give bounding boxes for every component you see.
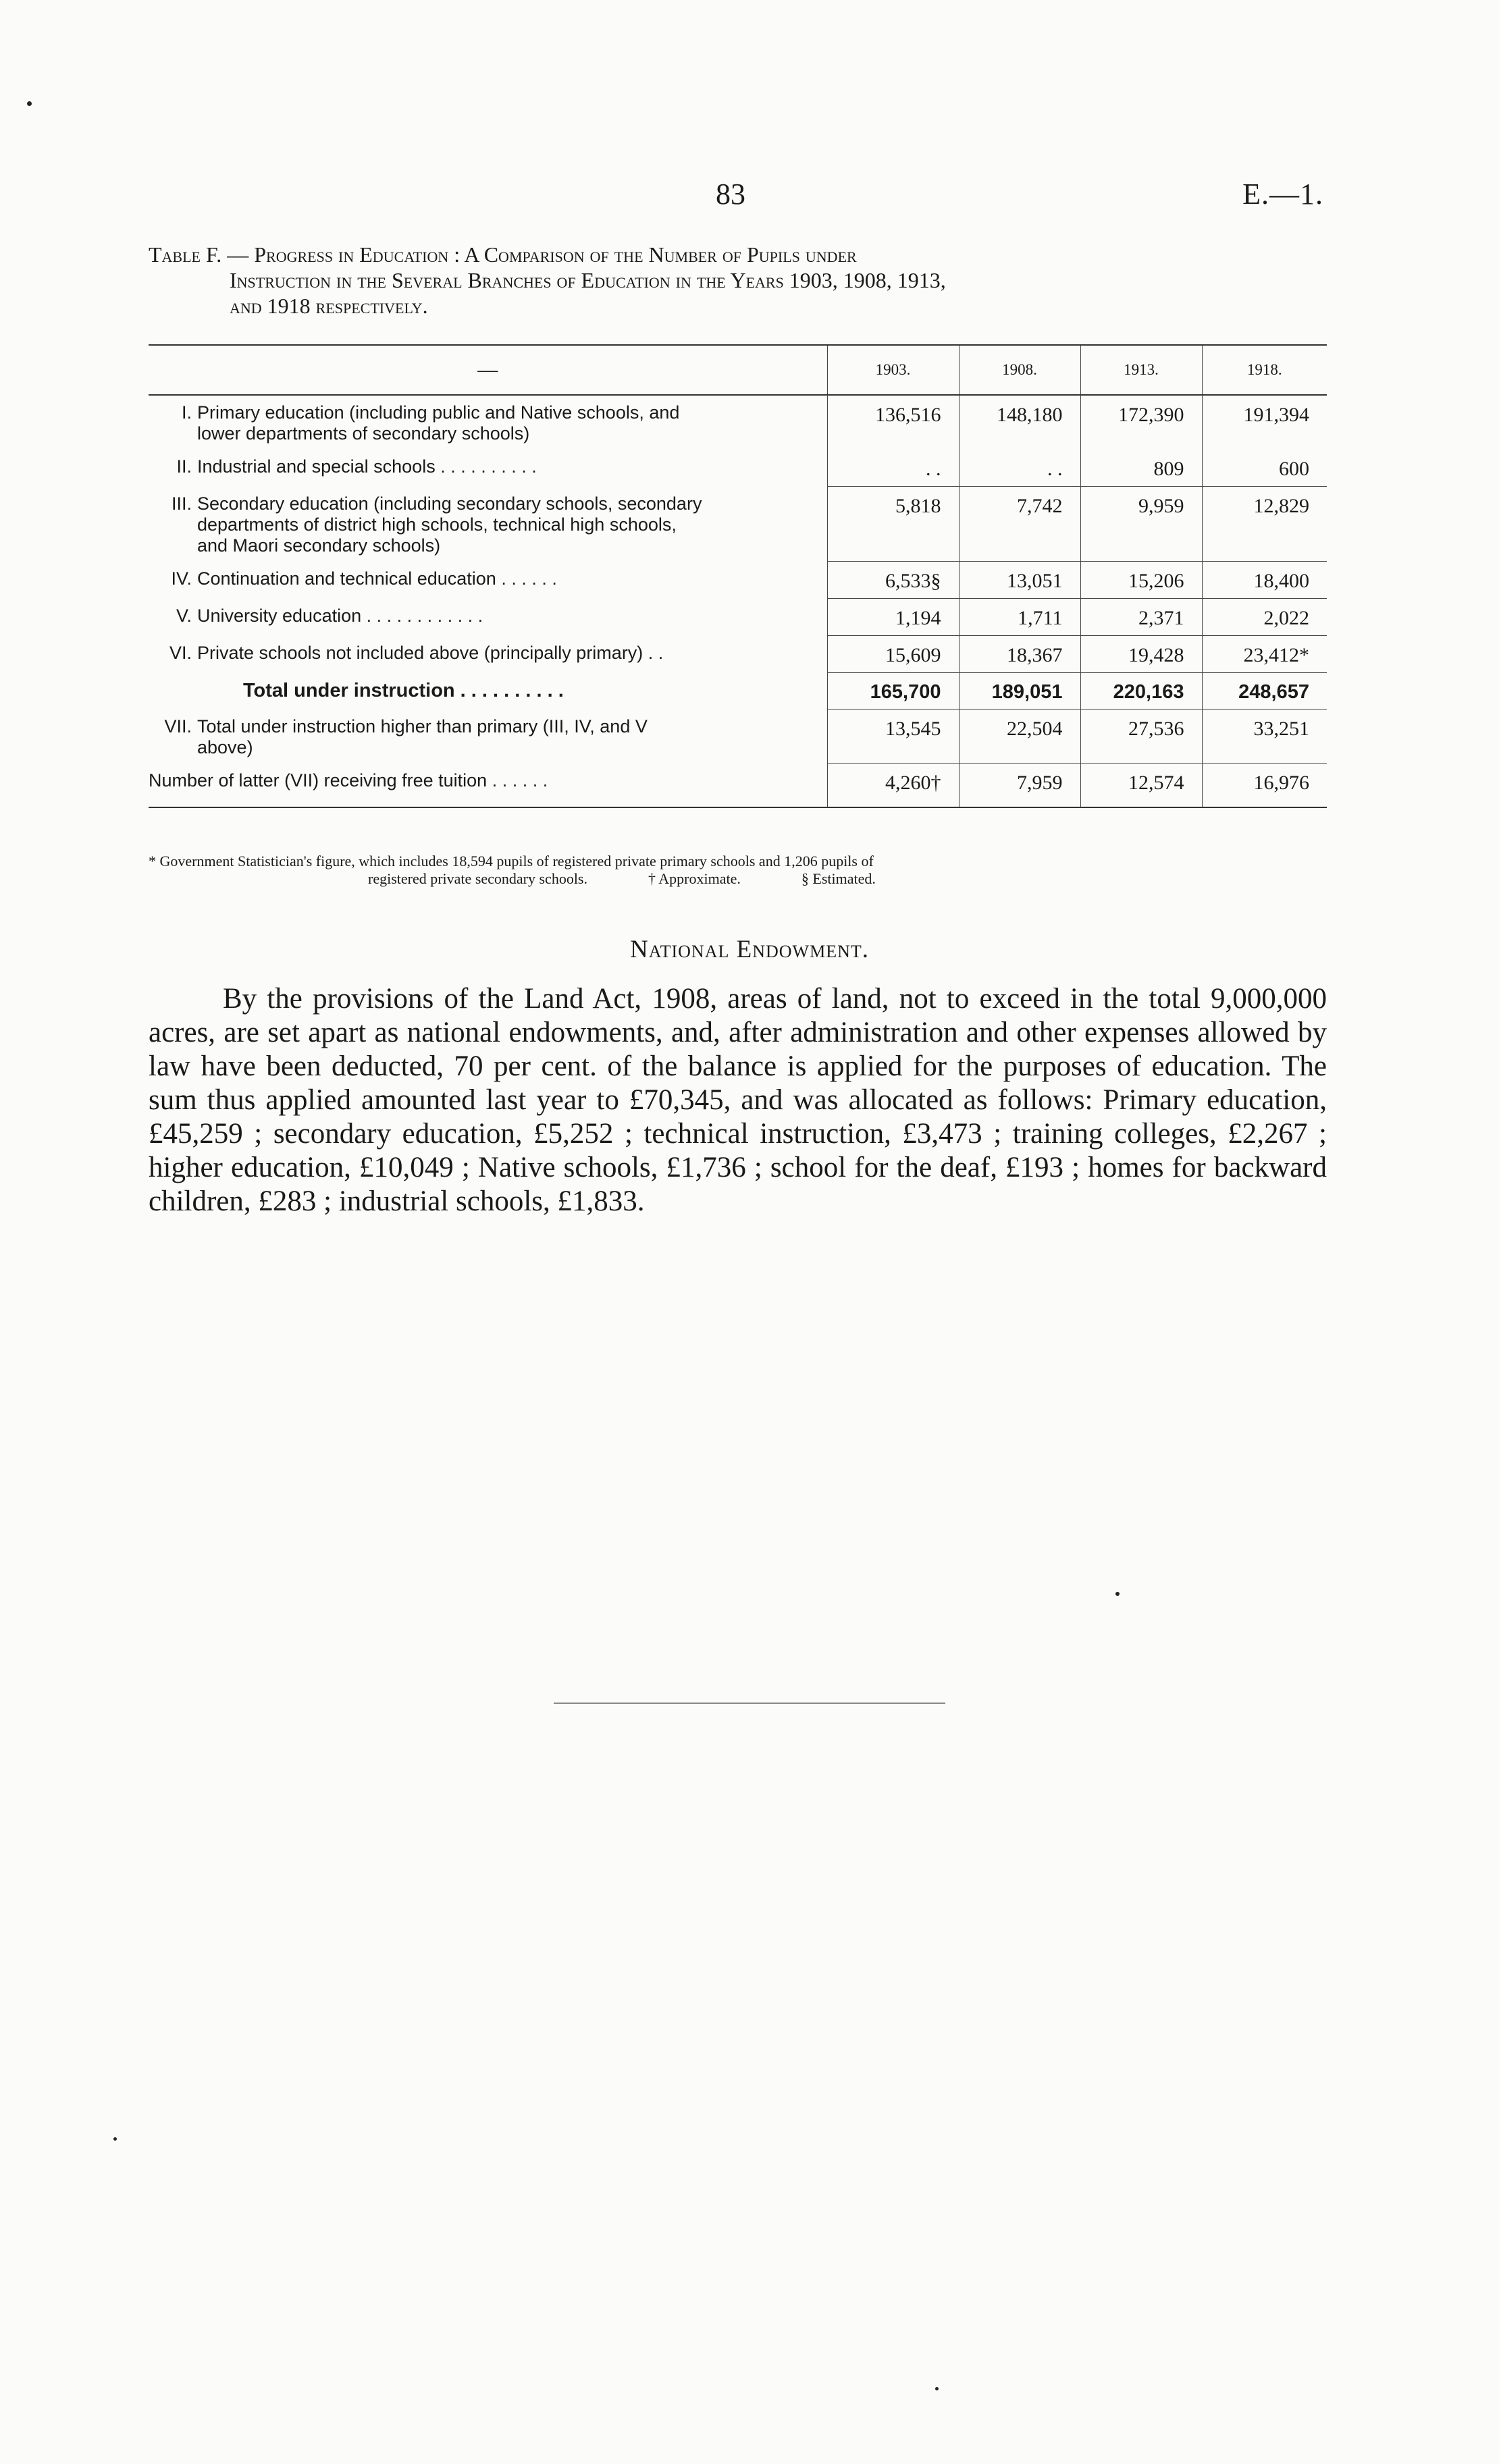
scan-speck bbox=[27, 101, 32, 106]
cell-1903: 136,516 bbox=[827, 395, 959, 450]
row-label-line-2: lower departments of secondary schools) bbox=[197, 423, 530, 444]
cell-1918: 2,022 bbox=[1202, 599, 1327, 636]
row-label-line-1: Private schools not included above (principally primary) . . bbox=[197, 642, 664, 663]
table-row bbox=[149, 395, 1327, 450]
cell-1908: 18,367 bbox=[959, 636, 1080, 673]
table-row bbox=[149, 562, 1327, 599]
row-numeral: IV. bbox=[171, 568, 192, 589]
education-progress-table bbox=[149, 344, 1327, 808]
cell-1918: 18,400 bbox=[1202, 562, 1327, 599]
column-header-1908: 1908. bbox=[959, 345, 1080, 395]
row-label-line-1: Primary education (including public and Native schools, and bbox=[197, 402, 680, 423]
row-numeral: V. bbox=[176, 605, 192, 626]
footnote-private-secondary: registered private secondary schools. bbox=[368, 870, 587, 887]
row-label bbox=[149, 709, 827, 764]
cell-1908: . . bbox=[959, 450, 1080, 487]
row-numeral: II. bbox=[176, 456, 192, 477]
row-label bbox=[149, 395, 827, 450]
total-row bbox=[149, 673, 1327, 709]
cell-1913: 27,536 bbox=[1080, 709, 1202, 764]
decorative-rule bbox=[554, 1703, 945, 1704]
table-row bbox=[149, 709, 1327, 764]
table-caption bbox=[149, 242, 1327, 319]
row-label-line-1: Secondary education (including secondary schools, secondary bbox=[197, 493, 702, 514]
total-label: Total under instruction . . . . . . . . . . bbox=[243, 679, 564, 701]
column-header-1913: 1913. bbox=[1080, 345, 1202, 395]
row-label-line-2: above) bbox=[197, 736, 253, 757]
cell-1918: 23,412* bbox=[1202, 636, 1327, 673]
column-header-1918: 1918. bbox=[1202, 345, 1327, 395]
row-label-line-2: departments of district high schools, technical high schools, bbox=[197, 514, 677, 535]
row-numeral: VI. bbox=[169, 642, 192, 663]
row-label bbox=[149, 487, 827, 562]
scan-speck bbox=[113, 2137, 117, 2141]
table-header-row bbox=[149, 345, 1327, 395]
row-label-line-1: Number of latter (VII) receiving free tuition . . . . . . bbox=[149, 770, 548, 791]
cell-1908: 13,051 bbox=[959, 562, 1080, 599]
table-row bbox=[149, 450, 1327, 487]
column-header-1903: 1903. bbox=[827, 345, 959, 395]
cell-1908: 22,504 bbox=[959, 709, 1080, 764]
cell-1913: 9,959 bbox=[1080, 487, 1202, 562]
table-row bbox=[149, 764, 1327, 808]
cell-1918: 33,251 bbox=[1202, 709, 1327, 764]
cell-1903: . . bbox=[827, 450, 959, 487]
total-1918: 248,657 bbox=[1202, 673, 1327, 709]
cell-1918: 191,394 bbox=[1202, 395, 1327, 450]
cell-1913: 15,206 bbox=[1080, 562, 1202, 599]
footnote-line-1: * Government Statistician's figure, which includes 18,594 pupils of registered private primary schools and 1,206 pupils of bbox=[149, 853, 874, 869]
cell-1903: 13,545 bbox=[827, 709, 959, 764]
document-code: E.—1. bbox=[1242, 178, 1323, 211]
row-label bbox=[149, 636, 827, 673]
row-label-line-3: and Maori secondary schools) bbox=[197, 535, 441, 556]
row-label-line-1: Continuation and technical education . . . . . . bbox=[197, 568, 557, 589]
cell-1908: 148,180 bbox=[959, 395, 1080, 450]
cell-1903: 5,818 bbox=[827, 487, 959, 562]
row-label-line-1: Total under instruction higher than primary (III, IV, and V bbox=[197, 716, 648, 736]
cell-1913: 19,428 bbox=[1080, 636, 1202, 673]
section-heading: National Endowment. bbox=[630, 936, 869, 963]
table-row bbox=[149, 599, 1327, 636]
cell-1908: 7,742 bbox=[959, 487, 1080, 562]
column-header-description: — bbox=[149, 345, 827, 395]
table-row bbox=[149, 636, 1327, 673]
cell-1918: 600 bbox=[1202, 450, 1327, 487]
scan-speck bbox=[935, 2387, 939, 2390]
cell-1918: 16,976 bbox=[1202, 764, 1327, 808]
footnote-line-2 bbox=[149, 870, 1327, 888]
row-numeral: VII. bbox=[164, 716, 192, 736]
cell-1903: 4,260† bbox=[827, 764, 959, 808]
cell-1908: 7,959 bbox=[959, 764, 1080, 808]
row-numeral: I. bbox=[181, 402, 192, 423]
total-1903: 165,700 bbox=[827, 673, 959, 709]
section-body bbox=[149, 982, 1327, 1218]
cell-1903: 15,609 bbox=[827, 636, 959, 673]
cell-1903: 6,533§ bbox=[827, 562, 959, 599]
caption-line-1: Table F. — Progress in Education : A Comparison of the Number of Pupils under bbox=[149, 242, 857, 267]
table-row bbox=[149, 487, 1327, 562]
total-1913: 220,163 bbox=[1080, 673, 1202, 709]
footnote-estimated: § Estimated. bbox=[801, 870, 876, 887]
row-label bbox=[149, 764, 827, 808]
table-footnote bbox=[149, 853, 1327, 888]
row-label-line-1: Industrial and special schools . . . . . . . . . . bbox=[197, 456, 537, 477]
cell-1913: 2,371 bbox=[1080, 599, 1202, 636]
body-paragraph: By the provisions of the Land Act, 1908, areas of land, not to exceed in the total 9,000,000 acres, are set apart as national endowments, and, after administration and other expenses allowed by law have been deducted, 70 per cent. of the balance is applied for the purposes of education. The sum thus applied amounted last year to £70,345, and was allocated as follows: Primary education, £45,259 ; secondary education, £5,252 ; technical instruction, £3,473 ; training colleges, £2,267 ; higher education, £10,049 ; Native schools, £1,736 ; school for the deaf, £193 ; homes for backward children, £283 ; industrial schools, £1,833. bbox=[149, 983, 1327, 1217]
total-1908: 189,051 bbox=[959, 673, 1080, 709]
cell-1913: 809 bbox=[1080, 450, 1202, 487]
page-number: 83 bbox=[716, 178, 745, 211]
cell-1913: 12,574 bbox=[1080, 764, 1202, 808]
row-label-line-1: University education . . . . . . . . . . . . bbox=[197, 605, 483, 626]
row-label bbox=[149, 450, 827, 487]
cell-1903: 1,194 bbox=[827, 599, 959, 636]
caption-line-3: and 1918 respectively. bbox=[230, 294, 428, 318]
cell-1918: 12,829 bbox=[1202, 487, 1327, 562]
cell-1908: 1,711 bbox=[959, 599, 1080, 636]
row-label bbox=[149, 562, 827, 599]
cell-1913: 172,390 bbox=[1080, 395, 1202, 450]
scan-speck bbox=[1115, 1592, 1120, 1596]
row-label bbox=[149, 599, 827, 636]
caption-line-2: Instruction in the Several Branches of Education in the Years 1903, 1908, 1913, bbox=[230, 268, 946, 292]
row-numeral: III. bbox=[171, 493, 192, 514]
footnote-approximate: † Approximate. bbox=[648, 870, 741, 887]
